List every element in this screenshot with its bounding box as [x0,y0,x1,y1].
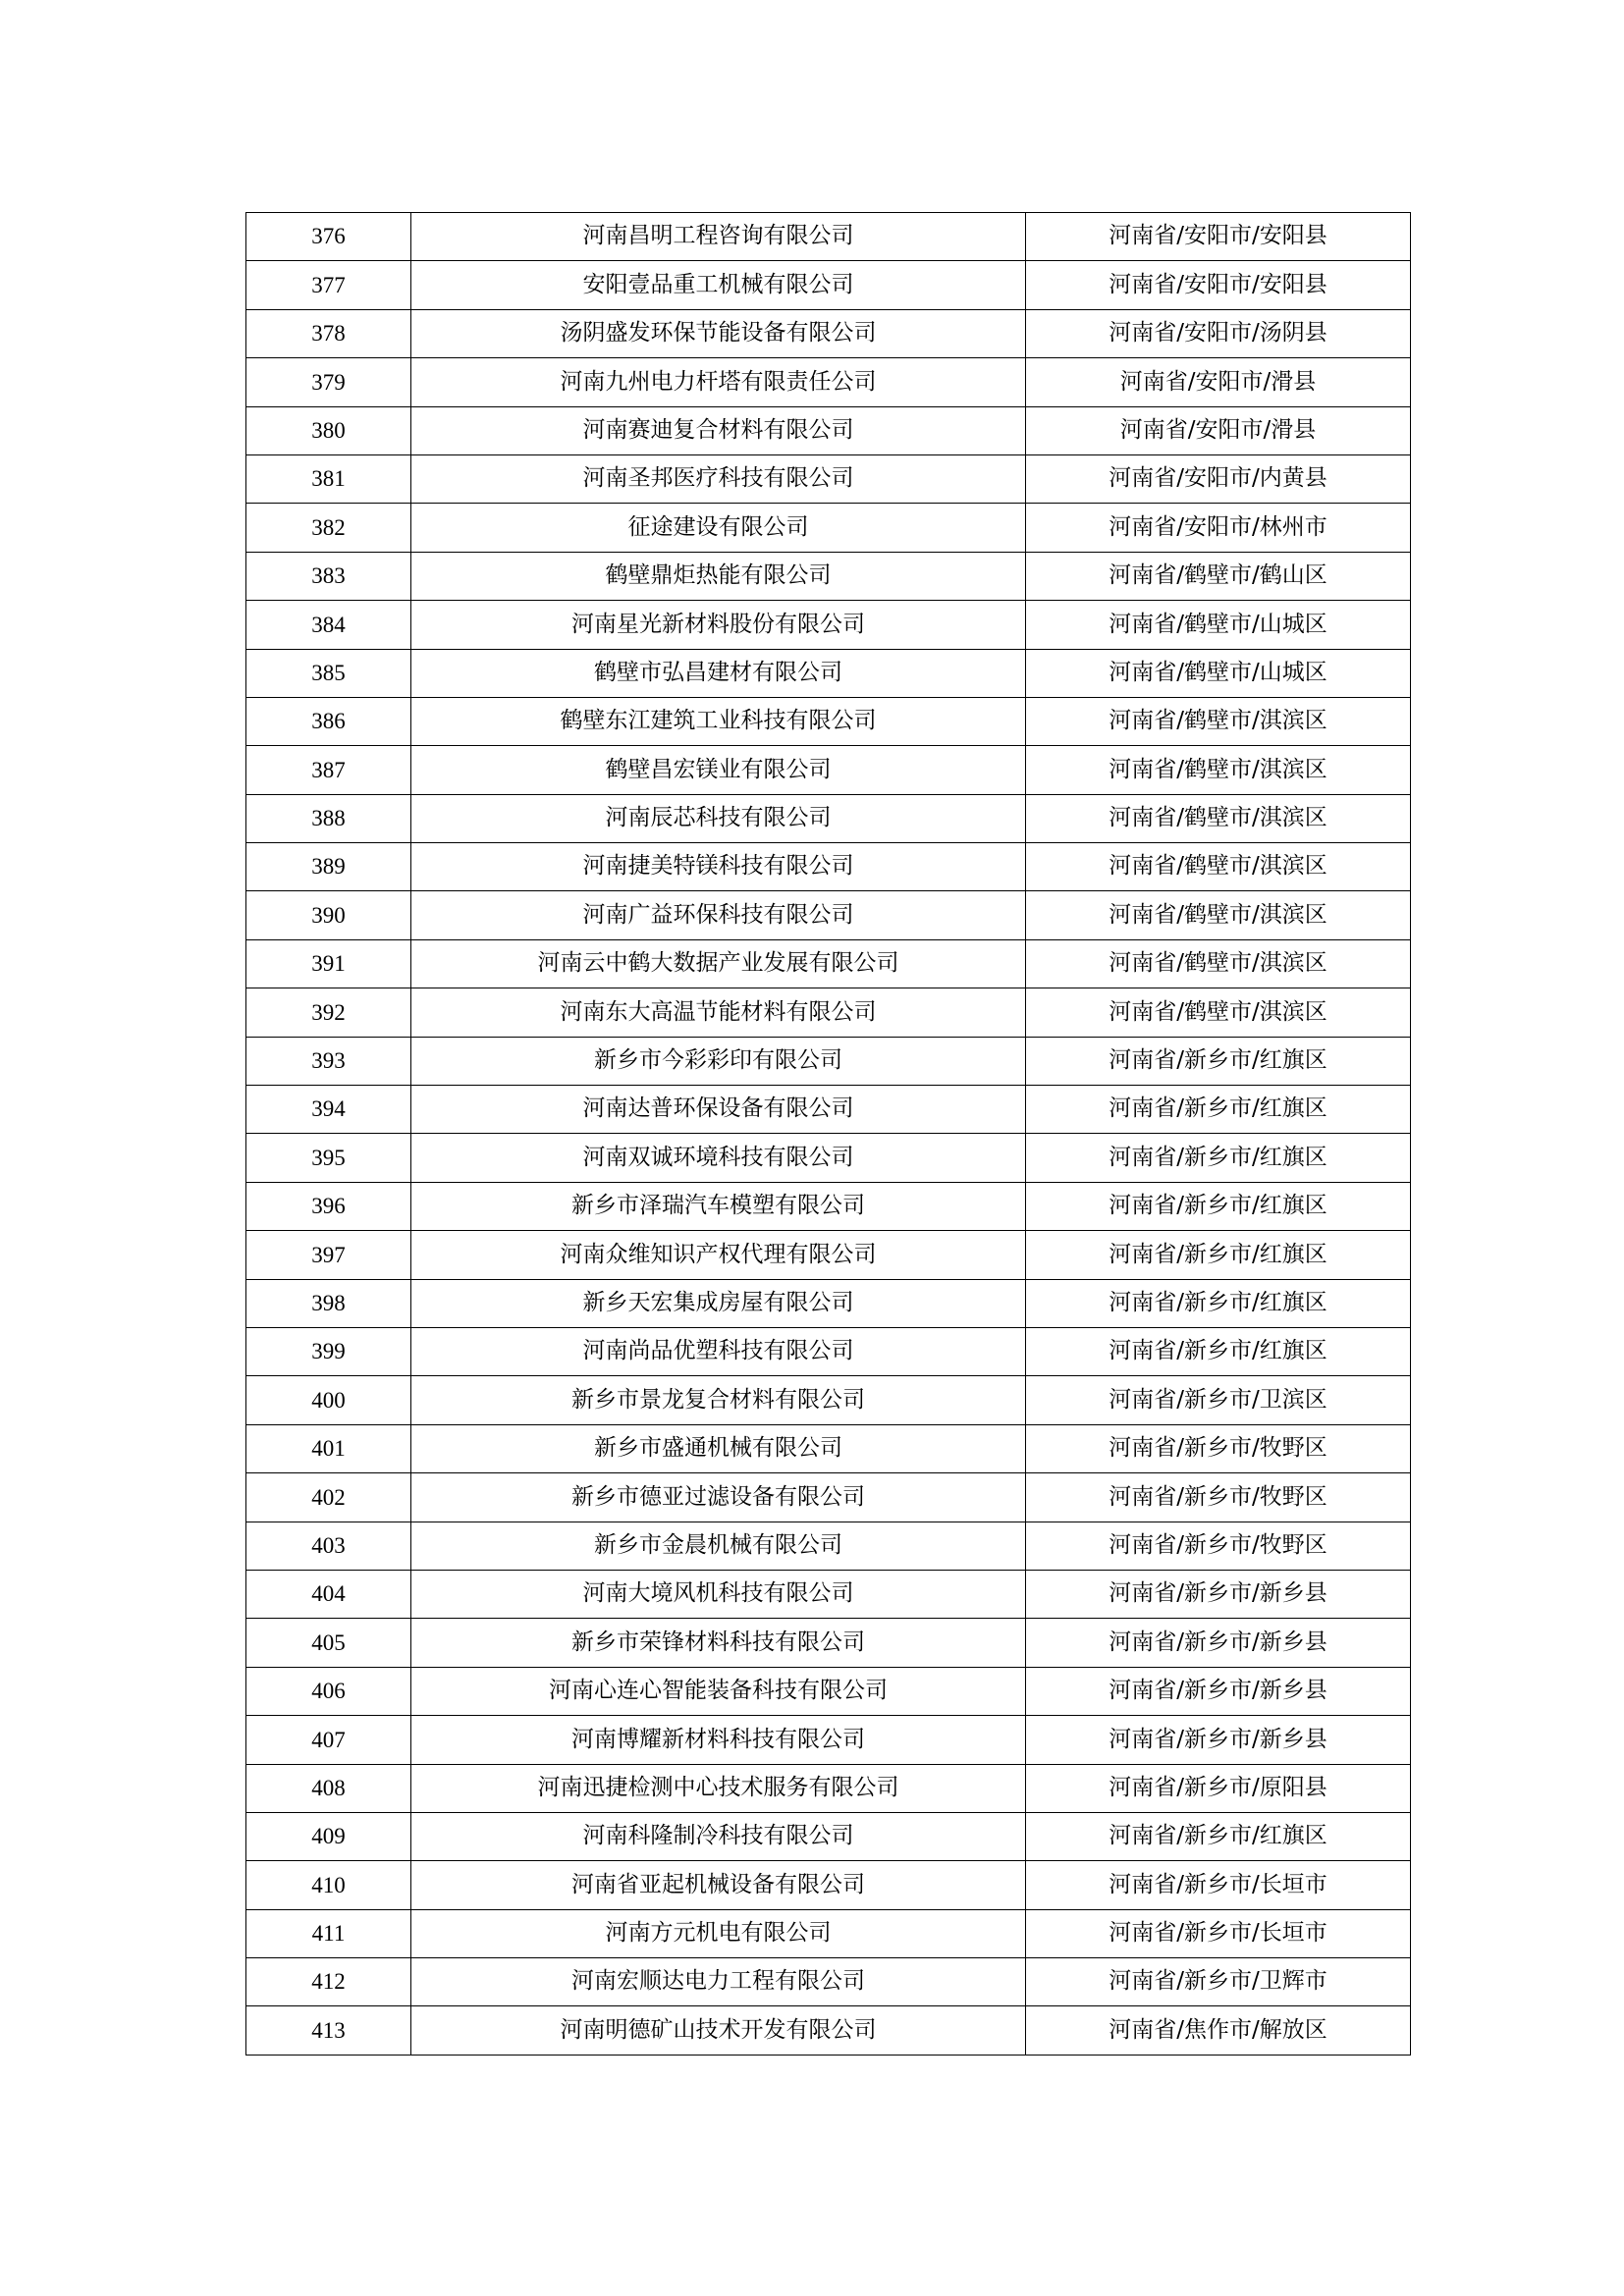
row-number-cell: 376 [246,213,411,261]
row-number-cell: 393 [246,1037,411,1085]
row-number-cell: 385 [246,649,411,697]
company-name-cell: 河南省亚起机械设备有限公司 [411,1861,1026,1909]
company-name-cell: 河南博耀新材料科技有限公司 [411,1716,1026,1764]
region-cell: 河南省/安阳市/安阳县 [1026,261,1411,309]
row-number-cell: 405 [246,1619,411,1667]
company-name-cell: 汤阴盛发环保节能设备有限公司 [411,309,1026,357]
company-name-cell: 鹤壁市弘昌建材有限公司 [411,649,1026,697]
row-number-cell: 392 [246,988,411,1037]
region-cell: 河南省/鹤壁市/淇滨区 [1026,794,1411,842]
document-page [245,212,1410,2056]
company-name-cell: 新乡市今彩彩印有限公司 [411,1037,1026,1085]
company-name-cell: 河南众维知识产权代理有限公司 [411,1231,1026,1279]
region-cell: 河南省/新乡市/新乡县 [1026,1570,1411,1618]
company-name-cell: 河南圣邦医疗科技有限公司 [411,454,1026,503]
table-row [246,843,1411,891]
table-row [246,1037,1411,1085]
region-cell: 河南省/安阳市/内黄县 [1026,454,1411,503]
company-name-cell: 河南迅捷检测中心技术服务有限公司 [411,1764,1026,1812]
table-row [246,358,1411,406]
company-name-cell: 新乡市荣锋材料科技有限公司 [411,1619,1026,1667]
region-cell: 河南省/新乡市/卫辉市 [1026,1958,1411,2006]
row-number-cell: 409 [246,1812,411,1860]
row-number-cell: 387 [246,746,411,794]
company-name-cell: 河南心连心智能装备科技有限公司 [411,1667,1026,1715]
row-number-cell: 389 [246,843,411,891]
company-name-cell: 河南昌明工程咨询有限公司 [411,213,1026,261]
table-row [246,891,1411,939]
table-row [246,261,1411,309]
company-name-cell: 河南宏顺达电力工程有限公司 [411,1958,1026,2006]
region-cell: 河南省/鹤壁市/山城区 [1026,649,1411,697]
table-row [246,939,1411,988]
region-cell: 河南省/安阳市/汤阴县 [1026,309,1411,357]
row-number-cell: 400 [246,1376,411,1424]
table-row [246,1279,1411,1327]
region-cell: 河南省/鹤壁市/淇滨区 [1026,988,1411,1037]
company-name-cell: 安阳壹品重工机械有限公司 [411,261,1026,309]
region-cell: 河南省/新乡市/新乡县 [1026,1716,1411,1764]
row-number-cell: 381 [246,454,411,503]
company-name-cell: 鹤壁东江建筑工业科技有限公司 [411,697,1026,745]
row-number-cell: 413 [246,2006,411,2055]
company-name-cell: 鹤壁昌宏镁业有限公司 [411,746,1026,794]
table-row [246,697,1411,745]
row-number-cell: 411 [246,1909,411,1957]
region-cell: 河南省/鹤壁市/淇滨区 [1026,939,1411,988]
row-number-cell: 384 [246,601,411,649]
region-cell: 河南省/新乡市/牧野区 [1026,1473,1411,1522]
region-cell: 河南省/新乡市/红旗区 [1026,1037,1411,1085]
row-number-cell: 379 [246,358,411,406]
row-number-cell: 407 [246,1716,411,1764]
company-name-cell: 新乡市泽瑞汽车模塑有限公司 [411,1182,1026,1230]
row-number-cell: 391 [246,939,411,988]
region-cell: 河南省/安阳市/安阳县 [1026,213,1411,261]
row-number-cell: 394 [246,1086,411,1134]
row-number-cell: 380 [246,406,411,454]
region-cell: 河南省/安阳市/滑县 [1026,406,1411,454]
region-cell: 河南省/焦作市/解放区 [1026,2006,1411,2055]
region-cell: 河南省/鹤壁市/山城区 [1026,601,1411,649]
region-cell: 河南省/新乡市/长垣市 [1026,1861,1411,1909]
company-name-cell: 河南捷美特镁科技有限公司 [411,843,1026,891]
region-cell: 河南省/新乡市/红旗区 [1026,1134,1411,1182]
company-name-cell: 河南方元机电有限公司 [411,1909,1026,1957]
region-cell: 河南省/新乡市/长垣市 [1026,1909,1411,1957]
table-row [246,1473,1411,1522]
table-row [246,213,1411,261]
region-cell: 河南省/新乡市/新乡县 [1026,1619,1411,1667]
table-row [246,1376,1411,1424]
table-row [246,746,1411,794]
region-cell: 河南省/新乡市/牧野区 [1026,1424,1411,1472]
company-name-cell: 新乡市金晨机械有限公司 [411,1522,1026,1570]
company-name-cell: 河南尚品优塑科技有限公司 [411,1327,1026,1375]
company-name-cell: 河南明德矿山技术开发有限公司 [411,2006,1026,2055]
company-name-cell: 河南大境风机科技有限公司 [411,1570,1026,1618]
table-row [246,552,1411,600]
region-cell: 河南省/鹤壁市/淇滨区 [1026,697,1411,745]
table-row [246,1619,1411,1667]
region-cell: 河南省/新乡市/红旗区 [1026,1231,1411,1279]
company-name-cell: 河南赛迪复合材料有限公司 [411,406,1026,454]
region-cell: 河南省/鹤壁市/鹤山区 [1026,552,1411,600]
row-number-cell: 378 [246,309,411,357]
table-row [246,1231,1411,1279]
table-row [246,601,1411,649]
company-name-cell: 河南科隆制冷科技有限公司 [411,1812,1026,1860]
region-cell: 河南省/鹤壁市/淇滨区 [1026,746,1411,794]
region-cell: 河南省/新乡市/新乡县 [1026,1667,1411,1715]
company-name-cell: 河南九州电力杆塔有限责任公司 [411,358,1026,406]
company-name-cell: 河南广益环保科技有限公司 [411,891,1026,939]
table-row [246,1764,1411,1812]
row-number-cell: 386 [246,697,411,745]
row-number-cell: 390 [246,891,411,939]
row-number-cell: 408 [246,1764,411,1812]
table-row [246,454,1411,503]
region-cell: 河南省/安阳市/林州市 [1026,504,1411,552]
company-name-cell: 河南星光新材料股份有限公司 [411,601,1026,649]
region-cell: 河南省/新乡市/红旗区 [1026,1812,1411,1860]
company-name-cell: 新乡市盛通机械有限公司 [411,1424,1026,1472]
table-row [246,504,1411,552]
row-number-cell: 403 [246,1522,411,1570]
table-row [246,1716,1411,1764]
row-number-cell: 406 [246,1667,411,1715]
row-number-cell: 404 [246,1570,411,1618]
table-row [246,1570,1411,1618]
company-name-cell: 新乡天宏集成房屋有限公司 [411,1279,1026,1327]
table-row [246,649,1411,697]
row-number-cell: 402 [246,1473,411,1522]
table-row [246,1958,1411,2006]
company-name-cell: 新乡市德亚过滤设备有限公司 [411,1473,1026,1522]
table-row [246,1134,1411,1182]
table-row [246,1909,1411,1957]
company-table-body [246,213,1411,2056]
table-row [246,1086,1411,1134]
row-number-cell: 377 [246,261,411,309]
row-number-cell: 395 [246,1134,411,1182]
table-row [246,1812,1411,1860]
company-name-cell: 河南云中鹤大数据产业发展有限公司 [411,939,1026,988]
company-name-cell: 新乡市景龙复合材料有限公司 [411,1376,1026,1424]
table-row [246,2006,1411,2055]
region-cell: 河南省/新乡市/牧野区 [1026,1522,1411,1570]
company-table [245,212,1411,2056]
row-number-cell: 396 [246,1182,411,1230]
row-number-cell: 412 [246,1958,411,2006]
company-name-cell: 河南达普环保设备有限公司 [411,1086,1026,1134]
region-cell: 河南省/新乡市/卫滨区 [1026,1376,1411,1424]
region-cell: 河南省/鹤壁市/淇滨区 [1026,891,1411,939]
row-number-cell: 410 [246,1861,411,1909]
company-name-cell: 河南辰芯科技有限公司 [411,794,1026,842]
table-row [246,1327,1411,1375]
row-number-cell: 401 [246,1424,411,1472]
row-number-cell: 399 [246,1327,411,1375]
table-row [246,309,1411,357]
company-name-cell: 征途建设有限公司 [411,504,1026,552]
table-row [246,988,1411,1037]
company-name-cell: 河南双诚环境科技有限公司 [411,1134,1026,1182]
company-name-cell: 河南东大高温节能材料有限公司 [411,988,1026,1037]
region-cell: 河南省/新乡市/红旗区 [1026,1182,1411,1230]
region-cell: 河南省/新乡市/红旗区 [1026,1086,1411,1134]
region-cell: 河南省/新乡市/原阳县 [1026,1764,1411,1812]
row-number-cell: 388 [246,794,411,842]
table-row [246,794,1411,842]
table-row [246,1667,1411,1715]
company-name-cell: 鹤壁鼎炬热能有限公司 [411,552,1026,600]
row-number-cell: 398 [246,1279,411,1327]
region-cell: 河南省/鹤壁市/淇滨区 [1026,843,1411,891]
table-row [246,1424,1411,1472]
table-row [246,1522,1411,1570]
table-row [246,406,1411,454]
table-row [246,1182,1411,1230]
region-cell: 河南省/新乡市/红旗区 [1026,1327,1411,1375]
row-number-cell: 382 [246,504,411,552]
region-cell: 河南省/安阳市/滑县 [1026,358,1411,406]
row-number-cell: 383 [246,552,411,600]
row-number-cell: 397 [246,1231,411,1279]
region-cell: 河南省/新乡市/红旗区 [1026,1279,1411,1327]
table-row [246,1861,1411,1909]
